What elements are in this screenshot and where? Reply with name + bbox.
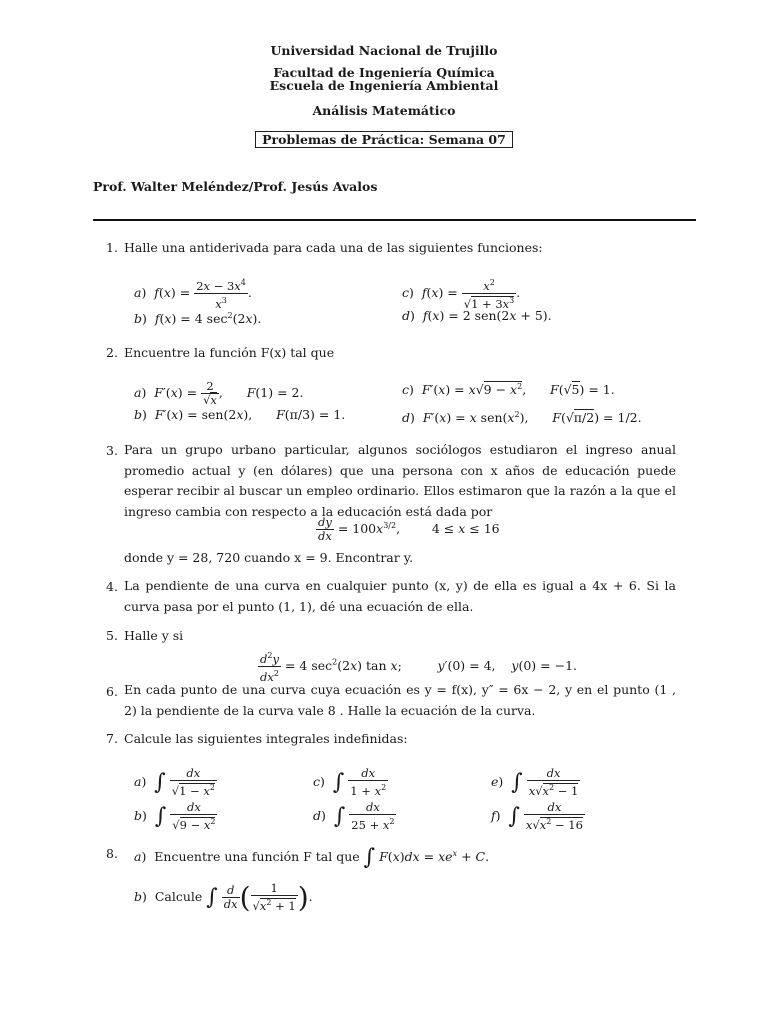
- problem-7-text: Calcule las siguientes integrales indefinidas:: [124, 731, 408, 746]
- problem-number: 7.: [106, 731, 118, 746]
- problem-3-end: donde y = 28, 720 cuando x = 9. Encontrar y.: [124, 550, 414, 565]
- problem-number: 8.: [106, 846, 118, 861]
- professors: Prof. Walter Meléndez/Prof. Jesús Avalos: [93, 179, 378, 194]
- problem-number: 3.: [106, 443, 118, 458]
- problem-6-text: En cada punto de una curva cuya ecuación es y = f(x), y″ = 6x − 2, y en el punto (1 , 2) la pendiente de la curva vale 8 . Halle la ecuación de la curva.: [124, 682, 676, 718]
- integral-b: b) ∫ $\frac{dx}{√9 - x^2}$: [134, 800, 216, 832]
- problem-1b: b) f(x) = 4 $\sec^2(2x)$.: [134, 311, 262, 327]
- integral-d: d) ∫ $\frac{dx}{25 + x^2}$: [313, 800, 395, 832]
- university-name: Universidad Nacional de Trujillo: [270, 43, 498, 58]
- problem-2-text: Encuentre la función F(x) tal que: [124, 345, 335, 360]
- problem-8b-text: Calcule: [154, 888, 203, 904]
- problem-number: 1.: [106, 240, 118, 255]
- practice-title-box: [0, 131, 768, 148]
- problem-3-text: Para un grupo urbano particular, algunos sociólogos estudiaron el ingreso anual promedio actual y (en dólares) que una persona con x años de educación puede esperar recibir al buscar un empleo ordinario. Ellos estimaron que la razón a la que el ingreso cambia con respecto a la educación está dada por: [124, 442, 676, 519]
- integral-c: c) ∫ $\frac{dx}{1 + x^2}$: [313, 766, 387, 798]
- problem-2c: c) $F'(x) = x√9 - x^2$, F(√5) = 1.: [402, 382, 615, 398]
- problem-8a-text: Encuentre una función F tal que: [154, 849, 360, 865]
- problem-number: 5.: [106, 628, 118, 643]
- course-name: Análisis Matemático: [312, 103, 456, 118]
- problem-5-text: Halle y si: [124, 628, 184, 643]
- problem-8b: b) Calcule ∫ $\frac{d}{dx}$ ( $\frac{1}{√x^2 + 1}$ ).: [134, 880, 313, 914]
- problem-5-equation: $\frac{d^2y}{dx^2}$ = 4 $\sec^2(2x)$ tan x; y′(0) = 4, y(0) = −1.: [260, 651, 577, 684]
- integral-a: a) ∫ $\frac{dx}{√1 - x^2}$: [134, 766, 215, 798]
- header-rule: [93, 219, 696, 221]
- problem-1-text: Halle una antiderivada para cada una de las siguientes funciones:: [124, 240, 543, 255]
- integral-e: e) ∫ $\frac{dx}{x√x^2 - 1}$: [491, 766, 579, 798]
- school-name: Escuela de Ingeniería Ambiental: [269, 78, 499, 93]
- faculty-name: Facultad de Ingeniería Química: [273, 65, 495, 80]
- problem-4-text: La pendiente de una curva en cualquier punto (x, y) de ella es igual a 4x + 6. Si la curva pasa por el punto (1, 1), dé una ecuación de ella.: [124, 578, 676, 614]
- problem-number: 6.: [106, 684, 118, 699]
- problem-2d: d) F′(x) = x $sen(x^2)$, F(√π/2) = 1/2.: [402, 410, 642, 426]
- problem-1d: d) f(x) = 2 sen(2x + 5).: [402, 308, 552, 323]
- practice-title: Problemas de Práctica: Semana 07: [255, 131, 513, 148]
- problem-8a: a) Encuentre una función F tal que ∫ $F(x)dx = xe^x + C$.: [134, 845, 490, 871]
- problem-3-equation: $\frac{dy}{dx}$ = $100x^{3/2}$, 4 ≤ x ≤ 16: [318, 515, 500, 543]
- problem-number: 4.: [106, 579, 118, 594]
- integral-f: f) ∫ $\frac{dx}{x√x^2 - 16}$: [491, 800, 583, 832]
- problem-1c: c) f(x) = $\frac{x^2}{√1 + 3x^3}$ .: [402, 278, 521, 311]
- problem-2b: b) F′(x) = sen(2x), F(π/3) = 1.: [134, 407, 346, 422]
- problem-number: 2.: [106, 345, 118, 360]
- problem-1a: a) f(x) = $\frac{2x - 3x^4}{x^3}$ .: [134, 278, 252, 311]
- problem-2a: a) F′(x) = $\frac{2}{√x}$ , F(1) = 2.: [134, 379, 304, 407]
